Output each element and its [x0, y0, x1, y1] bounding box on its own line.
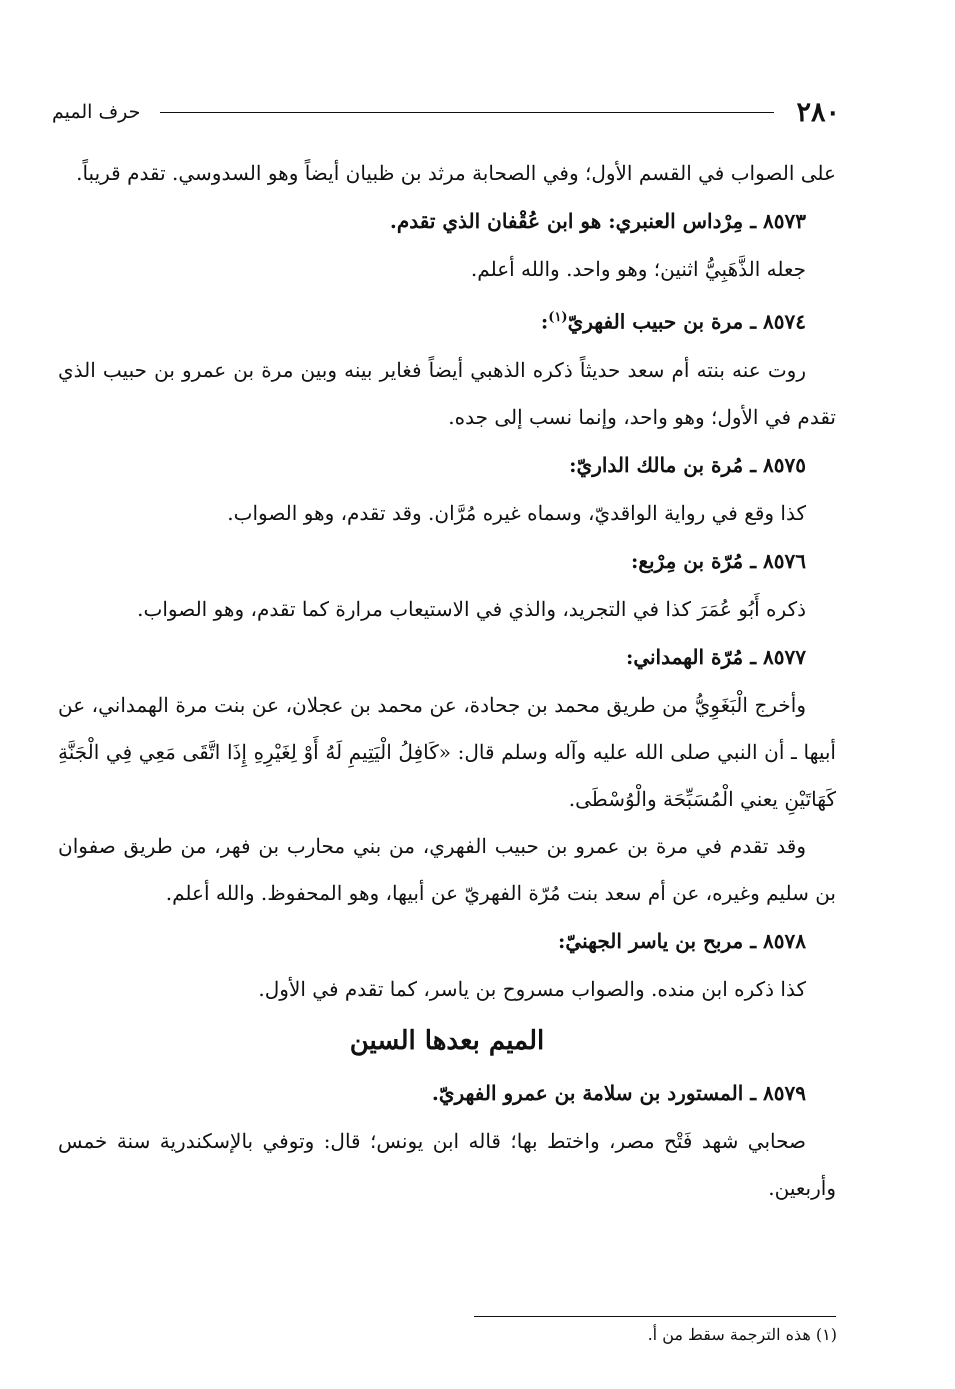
footnote: (١) هذه الترجمة سقط من أ.	[647, 1325, 837, 1344]
paragraph-continuation: على الصواب في القسم الأول؛ وفي الصحابة مرثد بن ظبيان أيضاً وهو السدوسي. تقدم قريباً.	[76, 161, 836, 185]
running-title: حرف الميم	[52, 101, 141, 123]
page-header	[52, 92, 840, 132]
page-body	[58, 150, 836, 1212]
entry-8579-heading: ٨٥٧٩ ـ المستورد بن سلامة بن عمرو الفهريّ.	[431, 1080, 806, 1105]
entry-8577-heading: ٨٥٧٧ ـ مُرّة الهمداني:	[625, 644, 806, 669]
entry-8577-text-2: وقد تقدم في مرة بن عمرو بن حبيب الفهري، من بني محارب بن فهر، من طريق صفوان بن سليم وغيره، عن أم سعد بنت مُرّة الفهريّ عن أبيها، وهو المحفوظ. والله أعلم.	[58, 833, 836, 905]
entry-8576-text: ذكره أَبُو عُمَرَ كذا في التجريد، والذي في الاستيعاب مرارة كما تقدم، وهو الصواب.	[137, 596, 806, 621]
entry-8574-title: ٨٥٧٤ ـ مرة بن حبيب الفهريّ	[567, 309, 806, 334]
header-rule	[160, 112, 774, 113]
entry-8575-text: كذا وقع في رواية الواقديّ، وسماه غيره مُرَّان. وقد تقدم، وهو الصواب.	[227, 500, 806, 525]
page-number: ٢٨٠	[796, 96, 840, 128]
entry-8573-text: جعله الذَّهَبِيُّ اثنين؛ وهو واحد. والله أعلم.	[470, 257, 806, 281]
entry-8579-text: صحابي شهد فَتْح مصر، واختط بها؛ قاله ابن يونس؛ قال: وتوفي بالإسكندرية سنة خمس وأربعين.	[58, 1128, 836, 1200]
footnote-ref: (١)	[548, 310, 568, 325]
entry-8573-heading: ٨٥٧٣ ـ مِرْداس العنبري: هو ابن عُقْفان الذي تقدم.	[389, 209, 806, 233]
entry-8577-text-1: وأخرج الْبَغَوِيُّ من طريق محمد بن جحادة، عن محمد بن عجلان، عن بنت مرة الهمداني، عن أبيها ـ أن النبي صلى الله عليه وآله وسلم قال: «كَافِلُ الْيَتِيمِ لَهُ أَوْ لِغَيْرِهِ إِذَا اتَّقَى مَعِي فِي الْجَنَّةِ كَهَاتَيْنِ يعني الْمُسَبِّحَة والْوُسْطَى.	[58, 692, 836, 811]
entry-8576-heading: ٨٥٧٦ ـ مُرّة بن مِرْبع:	[630, 548, 806, 573]
entry-8574-heading	[58, 293, 836, 347]
footnote-rule	[474, 1316, 836, 1317]
entry-8578-text: كذا ذكره ابن منده. والصواب مسروح بن ياسر، كما تقدم في الأول.	[258, 976, 806, 1001]
entry-8575-heading: ٨٥٧٥ ـ مُرة بن مالك الداريّ:	[569, 452, 806, 477]
section-heading: الميم بعدها السين	[349, 1025, 545, 1056]
entry-8574-colon: :	[540, 309, 549, 334]
entry-8574-text: روت عنه بنته أم سعد حديثاً ذكره الذهبي أيضاً فغاير بينه وبين مرة بن عمرو بن حبيب الذي تقدم في الأول؛ وهو واحد، وإنما نسب إلى جده.	[58, 357, 836, 429]
entry-8578-heading: ٨٥٧٨ ـ مربح بن ياسر الجهنيّ:	[558, 928, 806, 953]
